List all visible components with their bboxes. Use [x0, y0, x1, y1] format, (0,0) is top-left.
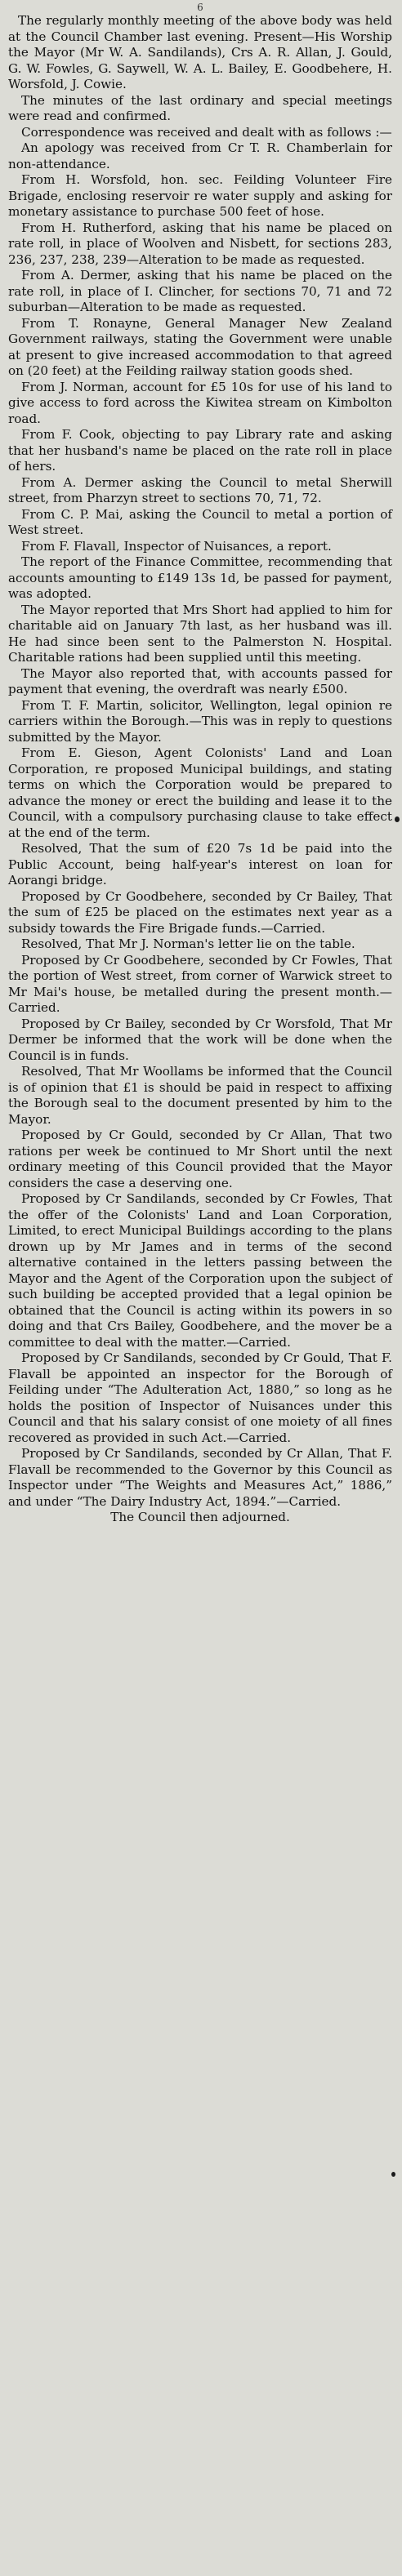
article-paragraph: The regularly monthly meeting of the above body was held at the Council Chamber last evening. Present—His Worship the Mayor (Mr W. A. Sandilands), Crs A. R. Allan, J. Gould, G. W. Fowles, G. Saywell, W. A. L. Bailey, E. Goodbehere, H. Worsfold, J. Cowie. — [8, 13, 392, 91]
article-paragraph: Proposed by Cr Goodbehere, seconded by Cr Fowles, That the portion of West street, from corner of Warwick street to Mr Mai's house, be metalled during the present month.—Carried. — [8, 952, 392, 1015]
article-paragraph: Resolved, That Mr Woollams be informed that the Council is of opinion that £1 is should be paid in respect to affixing the Borough seal to the document presented by him to the Mayor. — [8, 1064, 392, 1127]
article-body — [8, 13, 392, 1526]
article-paragraph: Proposed by Cr Sandilands, seconded by Cr Allan, That F. Flavall be recommended to the Governor by this Council as Inspector under “The Weights and Measures Act,” 1886,” and under “The Dairy Industry Act, 1894.”—Carried. — [8, 1446, 392, 1509]
article-paragraph: The minutes of the last ordinary and special meetings were read and confirmed. — [8, 92, 392, 123]
article-paragraph: From H. Rutherford, asking that his name be placed on rate roll, in place of Woolven and Nisbett, for sections 283, 236, 237, 238, 239—Alteration to be made as requested. — [8, 220, 392, 267]
ink-speck — [395, 816, 400, 822]
article-paragraph: The Mayor reported that Mrs Short had applied to him for charitable aid on January 7th last, as her husband was ill. He had since been sent to the Palmerston N. Hospital. Charitable rations had been supplied until this meeting. — [8, 602, 392, 665]
article-paragraph: Proposed by Cr Bailey, seconded by Cr Worsfold, That Mr Dermer be informed that the work will be done when the Council is in funds. — [8, 1016, 392, 1063]
ink-speck — [391, 2172, 395, 2177]
article-paragraph: From A. Dermer, asking that his name be placed on the rate roll, in place of I. Clincher, for sections 70, 71 and 72 suburban—Alteration to be made as requested. — [8, 268, 392, 314]
article-paragraph: From H. Worsfold, hon. sec. Feilding Volunteer Fire Brigade, enclosing reservoir re water supply and asking for monetary assistance to purchase 500 feet of hose. — [8, 172, 392, 219]
page-number: 6 — [197, 2, 203, 13]
article-paragraph: Proposed by Cr Gould, seconded by Cr Allan, That two rations per week be continued to Mr Short until the next ordinary meeting of this Council provided that the Mayor considers the case a deserving one. — [8, 1128, 392, 1190]
article-paragraph: From T. F. Martin, solicitor, Wellington, legal opinion re carriers within the Borough.—This was in reply to questions submitted by the Mayor. — [8, 697, 392, 745]
article-paragraph: An apology was received from Cr T. R. Chamberlain for non-attendance. — [8, 140, 392, 171]
article-paragraph: The report of the Finance Committee, recommending that accounts amounting to £149 13s 1d, be passed for payment, was adopted. — [8, 554, 392, 601]
article-paragraph: Resolved, That the sum of £20 7s 1d be paid into the Public Account, being half-year's interest on loan for Aorangi bridge. — [8, 841, 392, 888]
article-paragraph: From F. Flavall, Inspector of Nuisances, a report. — [21, 538, 332, 554]
article-paragraph: Proposed by Cr Sandilands, seconded by Cr Gould, That F. Flavall be appointed an inspector for the Borough of Feilding under “The Adulteration Act, 1880,” so long as he holds the position of Inspector of Nuisances under this Council and that his salary consist of one moiety of all fines recovered as provided in such Act.—Carried. — [8, 1350, 392, 1445]
article-paragraph: Resolved, That Mr J. Norman's letter lie on the table. — [21, 937, 355, 951]
article-paragraph: From F. Cook, objecting to pay Library rate and asking that her husband's name be placed on the rate roll in place of hers. — [8, 427, 392, 474]
article-paragraph: Proposed by Cr Sandilands, seconded by Cr Fowles, That the offer of the Colonists' Land and Loan Corporation, Limited, to erect Municipal Buildings according to the plans drown up by Mr James and in terms of the second alternative contained in the letters passing between the Mayor and the Agent of the Corporation upon the subject of such building be accepted provided that a legal opinion be obtained that the Council is acting within its powers in so doing and that Crs Bailey, Goodbehere, and the mover be a committee to deal with the matter.—Carried. — [8, 1191, 392, 1350]
article-paragraph: From C. P. Mai, asking the Council to metal a portion of West street. — [8, 506, 392, 537]
article-paragraph: From T. Ronayne, General Manager New Zealand Government railways, stating the Government were unable at present to give increased accommodation to that agreed on (20 feet) at the Feilding railway station goods shed. — [8, 315, 392, 378]
article-paragraph: Correspondence was received and dealt with as follows :— — [21, 124, 392, 140]
article-paragraph: The Council then adjourned. — [110, 1510, 290, 1524]
article-paragraph: The Mayor also reported that, with accounts passed for payment that evening, the overdraft was nearly £500. — [8, 665, 392, 696]
article-paragraph: From J. Norman, account for £5 10s for use of his land to give access to ford across the Kiwitea stream on Kimbolton road. — [8, 379, 392, 426]
article-paragraph: From E. Gieson, Agent Colonists' Land and Loan Corporation, re proposed Municipal buildings, and stating terms on which the Corporation would be prepared to advance the money or erect the building and lease it to the Council, with a compulsory purchasing clause to take effect at the end of the term. — [8, 745, 392, 840]
article-paragraph: Proposed by Cr Goodbehere, seconded by Cr Bailey, That the sum of £25 be placed on the estimates next year as a subsidy towards the Fire Brigade funds.—Carried. — [8, 888, 392, 936]
article-paragraph: From A. Dermer asking the Council to metal Sherwill street, from Pharzyn street to sections 70, 71, 72. — [8, 474, 392, 505]
